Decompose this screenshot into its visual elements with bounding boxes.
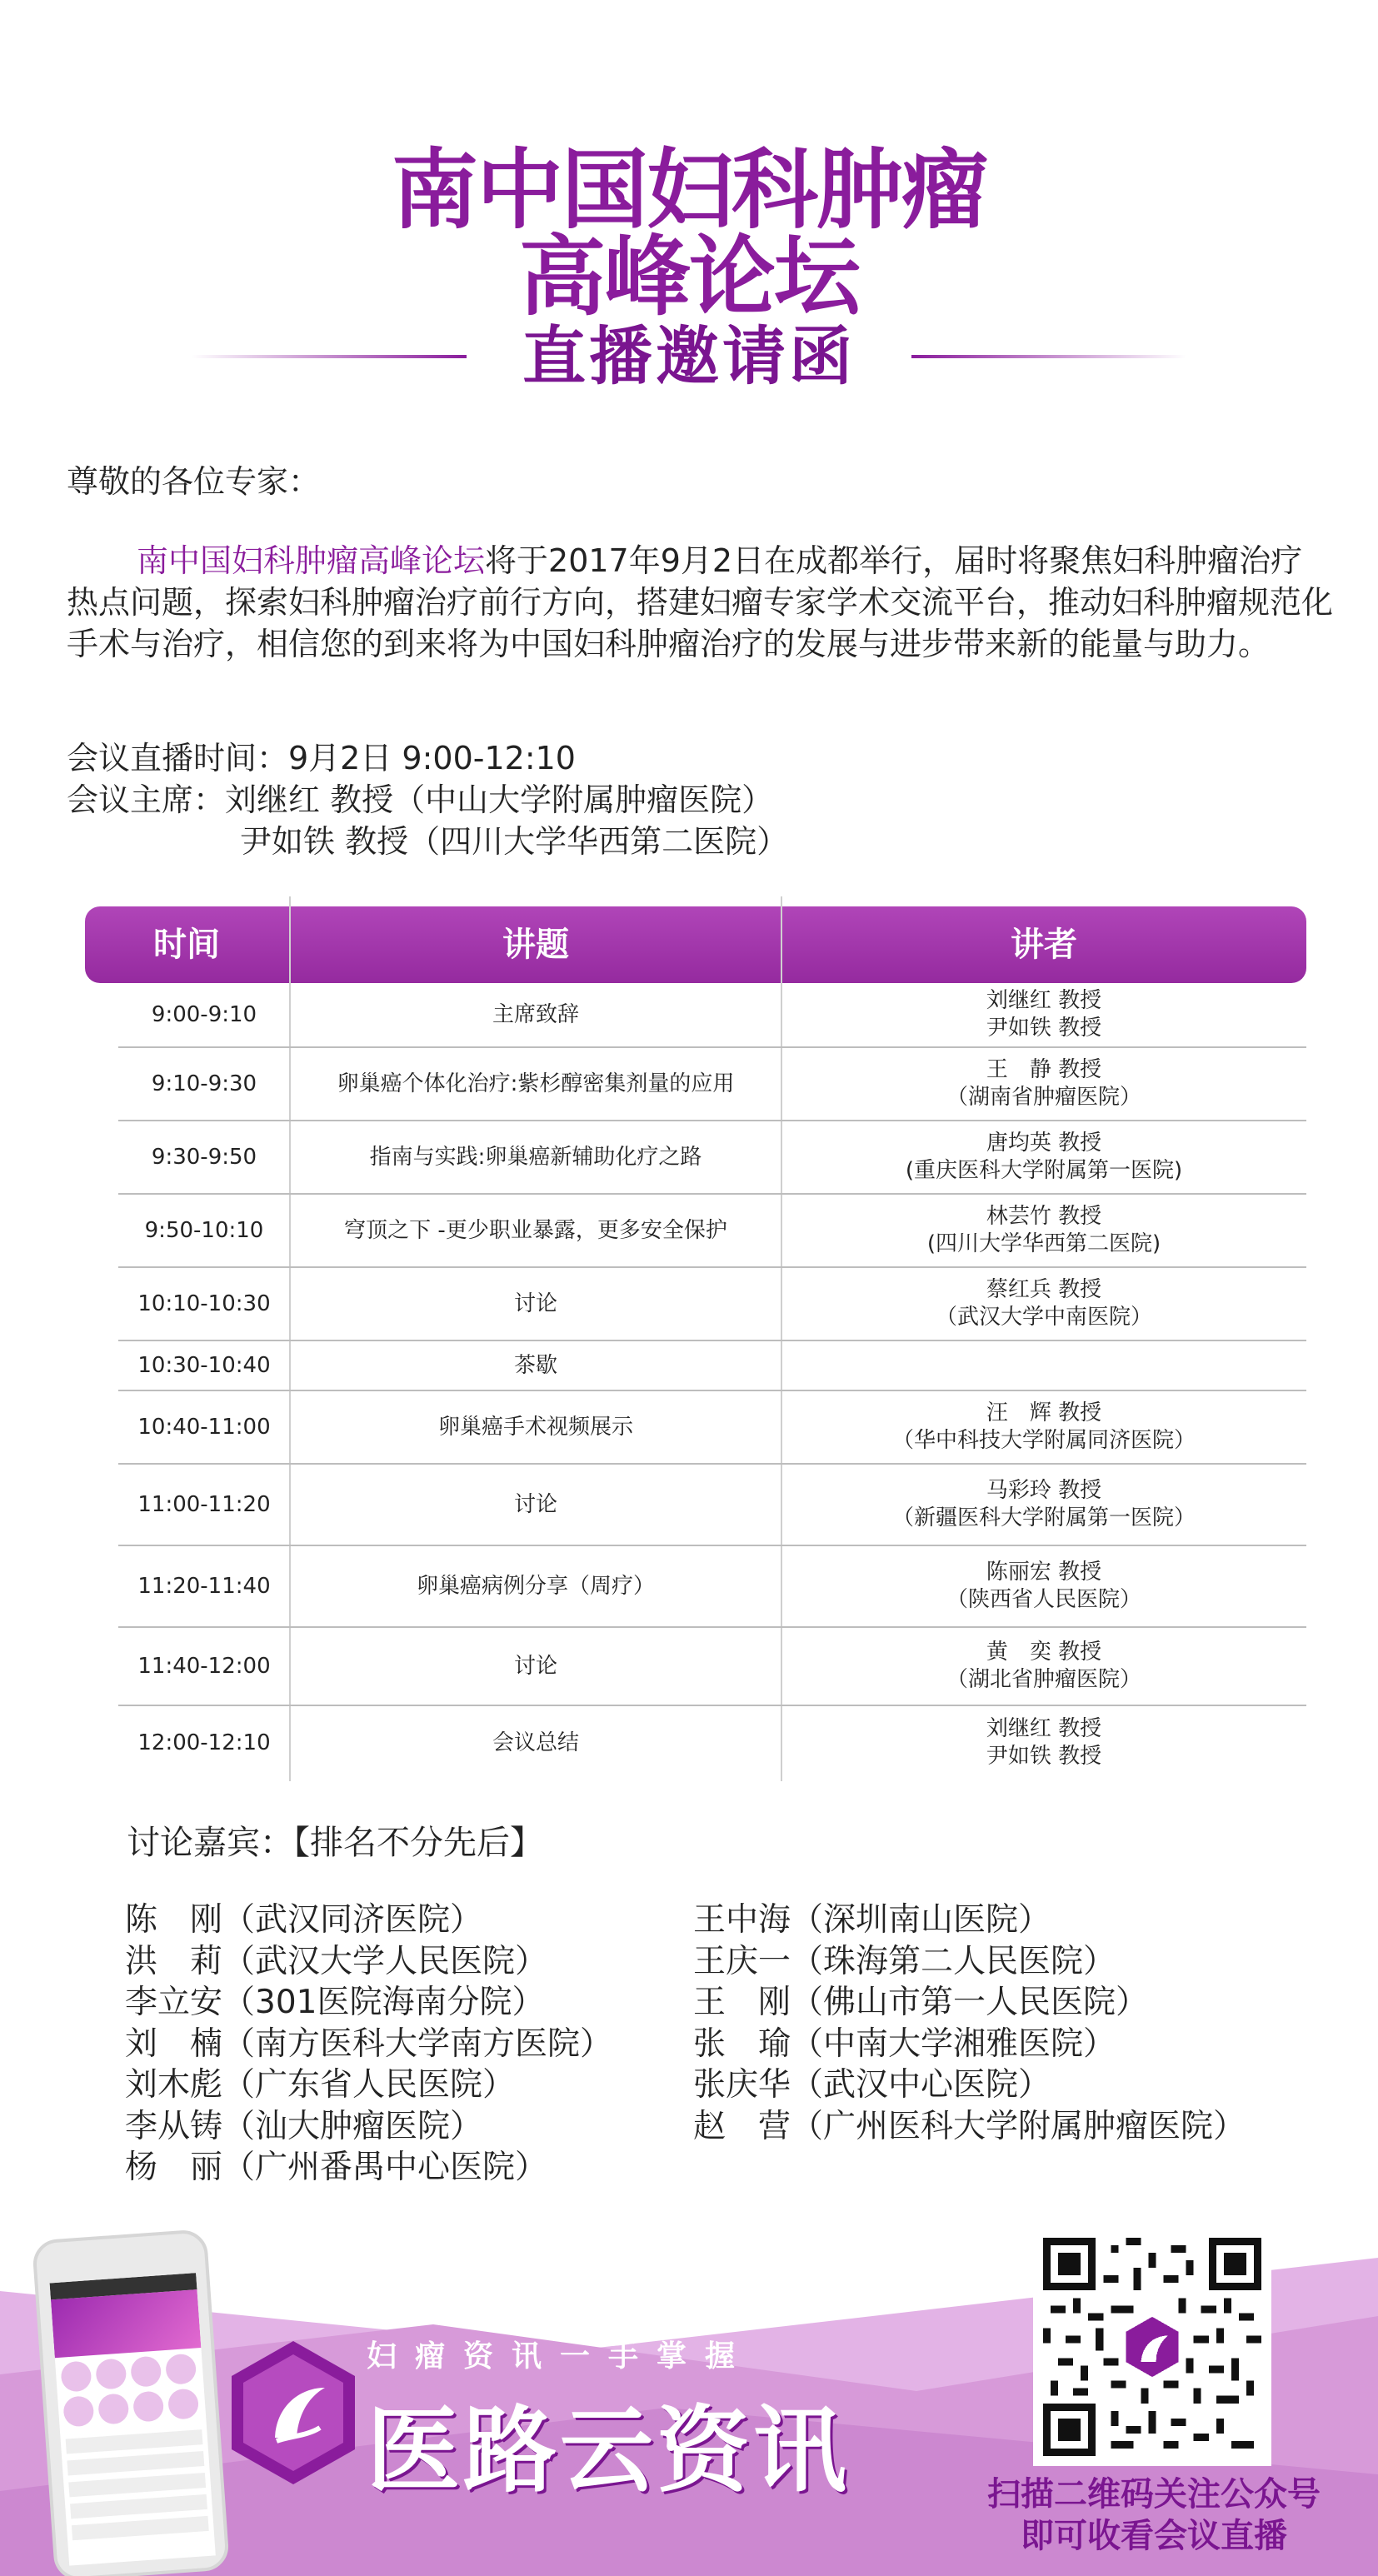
phone-mockup bbox=[32, 2229, 230, 2576]
guest-list-right bbox=[693, 1900, 1246, 2147]
schedule-header bbox=[85, 906, 1306, 983]
guest-item: 王 刚（佛山市第一人民医院） bbox=[693, 1984, 1149, 2021]
table-row bbox=[118, 1706, 1306, 1780]
cell-speaker bbox=[781, 1391, 1306, 1463]
guest-item: 李立安（301医院海南分院） bbox=[125, 1984, 545, 2021]
speaker-affiliation: （武汉大学中南医院） bbox=[935, 1305, 1152, 1330]
guest-item: 陈 刚（武汉同济医院） bbox=[125, 1901, 483, 1939]
speaker-name: 林芸竹 教授 bbox=[986, 1204, 1102, 1229]
guest-item: 赵 营（广州医科大学附属肿瘤医院） bbox=[693, 2107, 1246, 2145]
cell-time: 9:50-10:10 bbox=[144, 1217, 264, 1243]
speaker-affiliation: （湖北省肿瘤医院） bbox=[946, 1667, 1141, 1692]
speaker-name: 刘继红 教授 bbox=[986, 988, 1102, 1013]
cell-speaker bbox=[781, 983, 1306, 1046]
table-row bbox=[118, 1546, 1306, 1628]
slogan: 妇瘤资讯一手掌握 bbox=[367, 2339, 754, 2374]
cell-time: 9:10-9:30 bbox=[151, 1071, 257, 1096]
speaker-name: 刘继红 教授 bbox=[986, 1716, 1102, 1741]
table-row bbox=[118, 1121, 1306, 1195]
guest-item: 杨 丽（广州番禺中心医院） bbox=[125, 2149, 548, 2186]
table-row bbox=[118, 1465, 1306, 1546]
chair-line-1: 会议主席：刘继红 教授（中山大学附属肿瘤医院） bbox=[67, 781, 774, 818]
phone-screen bbox=[50, 2273, 216, 2565]
speaker-name: 王 静 教授 bbox=[986, 1057, 1102, 1082]
speaker-name: 唐均英 教授 bbox=[986, 1131, 1102, 1156]
brand-name: 医路云资讯 bbox=[367, 2397, 850, 2505]
broadcast-time: 会议直播时间：9月2日 9:00-12:10 bbox=[67, 740, 576, 776]
speaker-affiliation: (重庆医科大学附属第一医院) bbox=[905, 1158, 1183, 1183]
cell-speaker bbox=[781, 1121, 1306, 1193]
guest-item: 张庆华（武汉中心医院） bbox=[693, 2066, 1051, 2104]
table-row bbox=[118, 1391, 1306, 1465]
cell-time: 10:40-11:00 bbox=[137, 1414, 271, 1440]
cell-time: 10:30-10:40 bbox=[137, 1352, 271, 1378]
guest-item: 洪 莉（武汉大学人民医院） bbox=[125, 1942, 548, 1980]
cell-speaker bbox=[781, 1341, 1306, 1390]
cell-topic: 卵巢癌手术视频展示 bbox=[437, 1414, 633, 1440]
cell-time: 10:10-10:30 bbox=[137, 1290, 271, 1316]
cell-topic: 穹顶之下 -更少职业暴露，更多安全保护 bbox=[344, 1217, 727, 1243]
schedule-table bbox=[118, 983, 1306, 1780]
cell-topic: 指南与实践:卵巢癌新辅助化疗之路 bbox=[369, 1144, 702, 1170]
cell-time: 9:00-9:10 bbox=[151, 1001, 257, 1027]
cell-speaker bbox=[781, 1546, 1306, 1626]
brand-logo-icon bbox=[227, 2338, 360, 2488]
cell-topic: 讨论 bbox=[513, 1491, 557, 1517]
speaker-affiliation: （新疆医科大学附属第一医院） bbox=[891, 1505, 1196, 1530]
cell-speaker bbox=[781, 1268, 1306, 1340]
speaker-affiliation: （陕西省人民医院） bbox=[946, 1587, 1141, 1612]
guest-item: 王庆一（珠海第二人民医院） bbox=[693, 1942, 1116, 1980]
speaker-name: 汪 辉 教授 bbox=[986, 1400, 1102, 1425]
intro-text: 将于2017年9月2日在成都举行，届时将聚焦妇科肿瘤治疗热点问题，探索妇科肿瘤治疗前行方向，搭建妇瘤专家学术交流平台，推动妇科肿瘤规范化手术与治疗，相信您的到来将为中国妇科肿瘤治疗的发展与进步带来新的能量与助力。 bbox=[67, 542, 1334, 662]
speaker-affiliation: 尹如铁 教授 bbox=[986, 1016, 1102, 1041]
guests-title: 讨论嘉宾：【排名不分先后】 bbox=[127, 1824, 543, 1862]
cell-time: 11:40-12:00 bbox=[137, 1653, 271, 1679]
speaker-affiliation: 尹如铁 教授 bbox=[986, 1744, 1102, 1769]
header-time: 时间 bbox=[153, 926, 220, 964]
table-row bbox=[118, 1628, 1306, 1706]
cell-topic: 茶歇 bbox=[513, 1352, 557, 1378]
cell-topic: 讨论 bbox=[513, 1290, 557, 1316]
guest-list-left bbox=[125, 1900, 612, 2189]
cell-time: 9:30-9:50 bbox=[151, 1144, 257, 1170]
table-row bbox=[118, 1195, 1306, 1268]
table-row bbox=[118, 1268, 1306, 1341]
title-line-2: 高峰论坛 bbox=[518, 226, 859, 327]
intro-highlight: 南中国妇科肿瘤高峰论坛 bbox=[137, 542, 486, 579]
header-speaker: 讲者 bbox=[1011, 926, 1077, 964]
speaker-name: 陈丽宏 教授 bbox=[986, 1560, 1102, 1585]
cell-speaker bbox=[781, 1465, 1306, 1545]
cell-speaker bbox=[781, 1628, 1306, 1705]
cell-topic: 讨论 bbox=[513, 1653, 557, 1679]
header-topic: 讲题 bbox=[502, 926, 569, 964]
speaker-name: 蔡红兵 教授 bbox=[986, 1277, 1102, 1302]
greeting: 尊敬的各位专家： bbox=[67, 463, 321, 500]
speaker-affiliation: (四川大学华西第二医院) bbox=[926, 1231, 1161, 1256]
decorative-line-right bbox=[911, 355, 1186, 358]
cell-topic: 卵巢癌个体化治疗:紫杉醇密集剂量的应用 bbox=[337, 1071, 735, 1096]
cell-time: 12:00-12:10 bbox=[137, 1730, 271, 1755]
cell-topic: 卵巢癌病例分享（周疗） bbox=[416, 1573, 655, 1599]
chair-line-2: 尹如铁 教授（四川大学华西第二医院） bbox=[240, 823, 789, 860]
cell-speaker bbox=[781, 1706, 1306, 1780]
guest-item: 张 瑜（中南大学湘雅医院） bbox=[693, 2024, 1116, 2063]
qr-caption-line-2: 即可收看会议直播 bbox=[1021, 2517, 1287, 2555]
cell-speaker bbox=[781, 1048, 1306, 1120]
cell-time: 11:00-11:20 bbox=[137, 1491, 271, 1517]
table-row bbox=[118, 1048, 1306, 1121]
qr-code-icon bbox=[1043, 2238, 1261, 2456]
guest-item: 刘 楠（南方医科大学南方医院） bbox=[125, 2024, 613, 2063]
speaker-affiliation: （湖南省肿瘤医院） bbox=[946, 1085, 1141, 1110]
subtitle: 直播邀请函 bbox=[522, 319, 856, 393]
speaker-name: 黄 奕 教授 bbox=[986, 1640, 1102, 1665]
cell-time: 11:20-11:40 bbox=[137, 1573, 271, 1599]
table-row bbox=[118, 983, 1306, 1048]
title-line-1: 南中国妇科肿瘤 bbox=[391, 139, 986, 241]
cell-speaker bbox=[781, 1195, 1306, 1266]
qr-code[interactable] bbox=[1033, 2228, 1271, 2466]
table-row bbox=[118, 1341, 1306, 1391]
intro-paragraph bbox=[67, 540, 1333, 665]
qr-caption-line-1: 扫描二维码关注公众号 bbox=[987, 2475, 1321, 2514]
cell-topic: 会议总结 bbox=[492, 1730, 579, 1755]
guest-item: 王中海（深圳南山医院） bbox=[693, 1901, 1051, 1939]
speaker-name: 马彩玲 教授 bbox=[986, 1478, 1102, 1503]
guest-item: 李从铸（汕大肿瘤医院） bbox=[125, 2107, 483, 2145]
cell-topic: 主席致辞 bbox=[492, 1001, 579, 1027]
speaker-affiliation: （华中科技大学附属同济医院） bbox=[891, 1428, 1196, 1453]
guest-item: 刘木彪（广东省人民医院） bbox=[125, 2066, 516, 2104]
